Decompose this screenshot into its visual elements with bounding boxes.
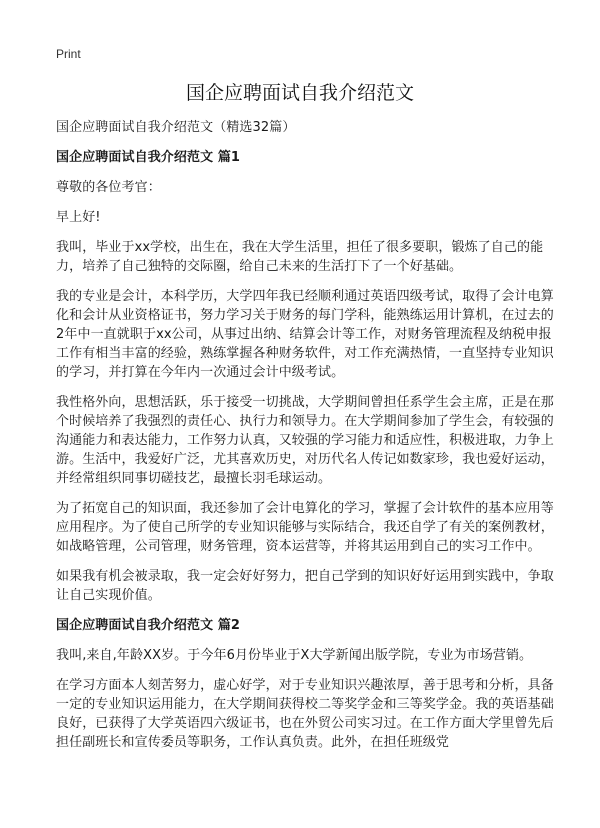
paragraph-closing: 如果我有机会被录取，我一定会好好努力，把自己学到的知识好好运用到实践中，争取让自己实现价值。 — [56, 569, 554, 603]
paragraph-greeting: 早上好! — [56, 210, 101, 225]
paragraph-intro-self: 我叫，毕业于xx学校，出生在，我在大学生活里，担任了很多要职，锻炼了自己的能力，培养了自己独特的交际圈，给自己未来的生活打下了一个好基础。 — [56, 240, 544, 274]
paragraph-personality: 我性格外向，思想活跃，乐于接受一切挑战，大学期间曾担任系学生会主席，正是在那个时候培养了我强烈的责任心、执行力和领导力。在大学期间参加了学生会，有较强的沟通能力和表达能力，工作努力认真，又较强的学习能力和适应性，积极进取，力争上游。生活中，我爱好广泛，尤其喜欢历史，对历代名人传记如数家珍，我也爱好运动，并经常组织同事切磋技艺，最擅长羽毛球运动。 — [56, 395, 554, 486]
section-heading-1: 国企应聘面试自我介绍范文 篇1 — [56, 150, 241, 165]
document-body — [56, 118, 556, 763]
section-heading-2: 国企应聘面试自我介绍范文 篇2 — [56, 618, 241, 633]
paragraph-salutation: 尊敬的各位考官： — [56, 180, 161, 195]
print-label: Print — [56, 47, 81, 61]
paragraph-study-2: 在学习方面本人刻苦努力，虚心好学，对于专业知识兴趣浓厚，善于思考和分析，具备一定的专业知识运用能力，在大学期间获得校二等奖学金和三等奖学金。我的英语基础良好，已获得了大学英语四六级证书，也在外贸公司实习过。在工作方面大学里曾先后担任副班长和宣传委员等职务，工作认真负责。此外，在担任班级党 — [56, 678, 554, 750]
paragraph-major: 我的专业是会计，本科学历，大学四年我已经顺利通过英语四级考试，取得了会计电算化和会计从业资格证书，努力学习关于财务的每门学科，能熟练运用计算机，在过去的2年中一直就职于xx公司，从事过出纳、结算会计等工作，对财务管理流程及纳税申报工作有相当丰富的经验，熟练掌握各种财务软件，对工作充满热情，一直坚持专业知识的学习，并打算在今年内一次通过会计中级考试。 — [56, 289, 554, 380]
document-title: 国企应聘面试自我介绍范文 — [185, 82, 414, 104]
paragraph-knowledge: 为了拓宽自己的知识面，我还参加了会计电算化的学习，掌握了会计软件的基本应用等应用程序。为了使自己所学的专业知识能够与实际结合，我还自学了有关的案例教材，如战略管理，公司管理，财务管理，资本运营等，并将其运用到自己的实习工作中。 — [56, 501, 554, 554]
document-intro: 国企应聘面试自我介绍范文（精选32篇） — [56, 120, 296, 135]
paragraph-intro-2: 我叫,来自,年龄XX岁。于今年6月份毕业于X大学新闻出版学院，专业为市场营销。 — [56, 648, 533, 663]
